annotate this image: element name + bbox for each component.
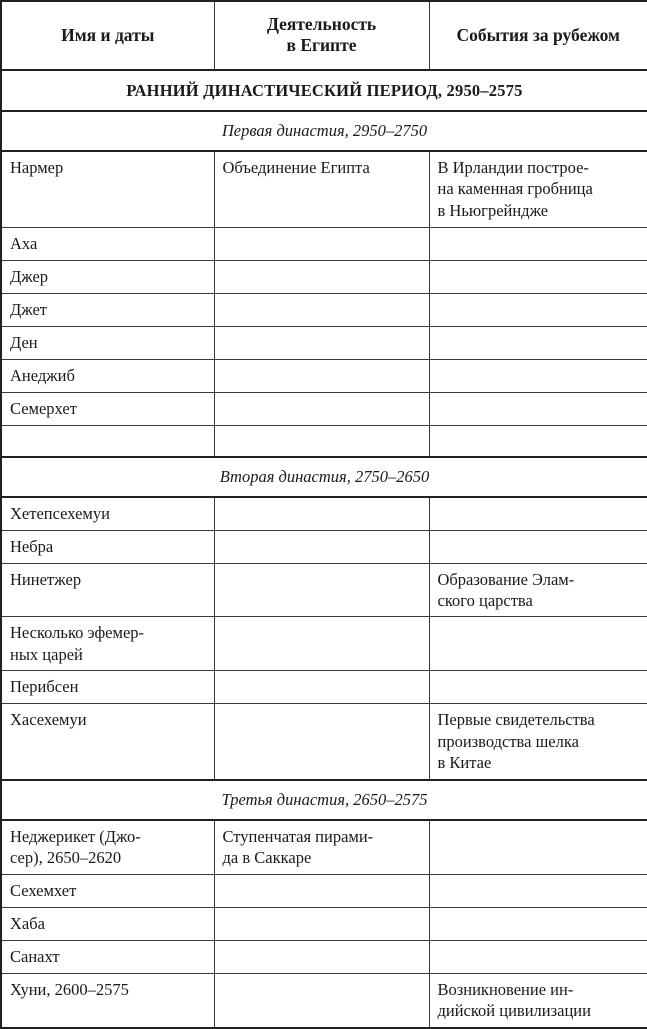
cell-ruler-name bbox=[1, 940, 214, 973]
cell-events-abroad-line: Образование Элам- bbox=[437, 569, 575, 589]
cell-egypt-activity bbox=[214, 973, 429, 1027]
table-row bbox=[1, 874, 647, 907]
cell-egypt-activity bbox=[214, 617, 429, 671]
cell-events-abroad bbox=[429, 293, 647, 326]
table-row bbox=[1, 326, 647, 359]
cell-ruler-name-line: Несколько эфемер- bbox=[10, 623, 145, 643]
table-row bbox=[1, 260, 647, 293]
cell-egypt-activity-line: да в Саккаре bbox=[222, 848, 312, 868]
table-row bbox=[1, 671, 647, 704]
cell-ruler-name bbox=[1, 563, 214, 617]
cell-ruler-name bbox=[1, 359, 214, 392]
cell-ruler-name-line: Неджерикет (Джо- bbox=[10, 826, 141, 846]
cell-egypt-activity bbox=[214, 392, 429, 425]
cell-events-abroad bbox=[429, 326, 647, 359]
table-row bbox=[1, 617, 647, 671]
period-banner-label: РАННИЙ ДИНАСТИЧЕСКИЙ ПЕРИОД, 2950–2575 bbox=[1, 70, 647, 111]
cell-events-abroad-line: Первые свидетельства bbox=[437, 710, 595, 730]
cell-ruler-name bbox=[1, 227, 214, 260]
cell-events-abroad-line: В Ирландии построе- bbox=[437, 158, 589, 177]
dynasty-banner-row bbox=[1, 780, 647, 820]
cell-events-abroad-line: ского царства bbox=[437, 590, 533, 610]
cell-events-abroad bbox=[429, 671, 647, 704]
cell-events-abroad bbox=[429, 704, 647, 780]
column-header-abroad: События за рубежом bbox=[429, 1, 647, 70]
cell-ruler-name-line: Перибсен bbox=[10, 677, 79, 697]
cell-egypt-activity bbox=[214, 293, 429, 326]
table-body bbox=[1, 70, 647, 1028]
cell-events-abroad bbox=[429, 227, 647, 260]
cell-egypt-activity bbox=[214, 940, 429, 973]
period-banner-row bbox=[1, 70, 647, 111]
cell-ruler-name bbox=[1, 497, 214, 530]
cell-ruler-name-line: Небра bbox=[10, 536, 54, 556]
cell-ruler-name-line: сер), 2650–2620 bbox=[10, 848, 122, 868]
cell-ruler-name-line: Нармер bbox=[10, 158, 64, 177]
cell-ruler-name bbox=[1, 874, 214, 907]
cell-egypt-activity bbox=[214, 151, 429, 227]
cell-ruler-name bbox=[1, 425, 214, 457]
cell-egypt-activity bbox=[214, 326, 429, 359]
cell-events-abroad bbox=[429, 260, 647, 293]
cell-ruler-name bbox=[1, 260, 214, 293]
cell-ruler-name-line: Хасехемуи bbox=[10, 710, 87, 730]
cell-ruler-name bbox=[1, 704, 214, 780]
cell-egypt-activity bbox=[214, 874, 429, 907]
cell-egypt-activity-line: Ступенчатая пирами- bbox=[222, 826, 374, 846]
table-row bbox=[1, 704, 647, 780]
cell-ruler-name bbox=[1, 151, 214, 227]
cell-ruler-name-line: Сехемхет bbox=[10, 880, 77, 900]
cell-events-abroad bbox=[429, 820, 647, 874]
column-header-name: Имя и даты bbox=[1, 1, 214, 70]
table-row bbox=[1, 425, 647, 457]
cell-ruler-name-line: Санахт bbox=[10, 946, 60, 966]
table-row bbox=[1, 359, 647, 392]
cell-ruler-name bbox=[1, 820, 214, 874]
cell-ruler-name-line: Нинетжер bbox=[10, 569, 82, 589]
cell-egypt-activity bbox=[214, 260, 429, 293]
cell-ruler-name-line: Аха bbox=[10, 233, 38, 253]
table-row bbox=[1, 497, 647, 530]
cell-events-abroad-line: производства шелка bbox=[437, 731, 579, 751]
cell-ruler-name-line: ных царей bbox=[10, 644, 83, 664]
column-header-egypt-line1: Деятельность bbox=[266, 14, 377, 35]
cell-events-abroad bbox=[429, 563, 647, 617]
cell-events-abroad bbox=[429, 425, 647, 457]
cell-events-abroad bbox=[429, 907, 647, 940]
cell-egypt-activity bbox=[214, 671, 429, 704]
cell-ruler-name bbox=[1, 617, 214, 671]
cell-events-abroad-line: в Китае bbox=[437, 753, 492, 773]
table-row bbox=[1, 907, 647, 940]
cell-events-abroad bbox=[429, 973, 647, 1027]
cell-egypt-activity bbox=[214, 704, 429, 780]
table-row bbox=[1, 940, 647, 973]
cell-egypt-activity bbox=[214, 907, 429, 940]
table-row bbox=[1, 293, 647, 326]
cell-events-abroad-line: Возникновение ин- bbox=[437, 979, 574, 999]
cell-events-abroad bbox=[429, 359, 647, 392]
cell-ruler-name-line: Семерхет bbox=[10, 398, 77, 418]
column-header-egypt bbox=[214, 1, 429, 70]
cell-events-abroad bbox=[429, 497, 647, 530]
cell-ruler-name-line: Джет bbox=[10, 299, 47, 319]
table-row bbox=[1, 392, 647, 425]
dynasty-banner-label: Вторая династия, 2750–2650 bbox=[1, 457, 647, 497]
cell-events-abroad bbox=[429, 940, 647, 973]
cell-egypt-activity bbox=[214, 820, 429, 874]
cell-events-abroad bbox=[429, 392, 647, 425]
cell-ruler-name bbox=[1, 326, 214, 359]
dynasty-banner-row bbox=[1, 457, 647, 497]
cell-egypt-activity-line: Объединение Египта bbox=[222, 158, 370, 177]
cell-ruler-name-line: Ден bbox=[10, 332, 38, 352]
cell-ruler-name bbox=[1, 907, 214, 940]
cell-ruler-name bbox=[1, 530, 214, 563]
table-row bbox=[1, 973, 647, 1027]
cell-ruler-name-line: Хаба bbox=[10, 913, 45, 933]
dynasty-banner-label: Первая династия, 2950–2750 bbox=[1, 111, 647, 151]
cell-ruler-name-line: Анеджиб bbox=[10, 365, 75, 385]
cell-events-abroad-line: в Ньюгрейндже bbox=[437, 200, 549, 220]
cell-ruler-name bbox=[1, 392, 214, 425]
cell-egypt-activity bbox=[214, 359, 429, 392]
table-row bbox=[1, 227, 647, 260]
cell-events-abroad-line: на каменная гробница bbox=[437, 179, 593, 199]
cell-events-abroad bbox=[429, 874, 647, 907]
table-row bbox=[1, 151, 647, 227]
cell-egypt-activity bbox=[214, 530, 429, 563]
cell-egypt-activity bbox=[214, 563, 429, 617]
table-header bbox=[1, 1, 647, 70]
cell-egypt-activity bbox=[214, 227, 429, 260]
table-header-row bbox=[1, 1, 647, 70]
cell-events-abroad bbox=[429, 617, 647, 671]
cell-events-abroad bbox=[429, 151, 647, 227]
cell-ruler-name-line: Хуни, 2600–2575 bbox=[10, 979, 129, 999]
dynasty-banner-row bbox=[1, 111, 647, 151]
table-row bbox=[1, 530, 647, 563]
table-row bbox=[1, 563, 647, 617]
column-header-egypt-line2: в Египте bbox=[286, 35, 357, 55]
dynasty-banner-label: Третья династия, 2650–2575 bbox=[1, 780, 647, 820]
cell-ruler-name-line: Хетепсехемуи bbox=[10, 504, 110, 523]
cell-egypt-activity bbox=[214, 425, 429, 457]
cell-egypt-activity bbox=[214, 497, 429, 530]
cell-ruler-name bbox=[1, 973, 214, 1027]
cell-events-abroad-line: дийской цивилизации bbox=[437, 1001, 591, 1021]
cell-ruler-name bbox=[1, 293, 214, 326]
cell-events-abroad bbox=[429, 530, 647, 563]
cell-ruler-name bbox=[1, 671, 214, 704]
table-row bbox=[1, 820, 647, 874]
cell-ruler-name-line: Джер bbox=[10, 266, 49, 286]
